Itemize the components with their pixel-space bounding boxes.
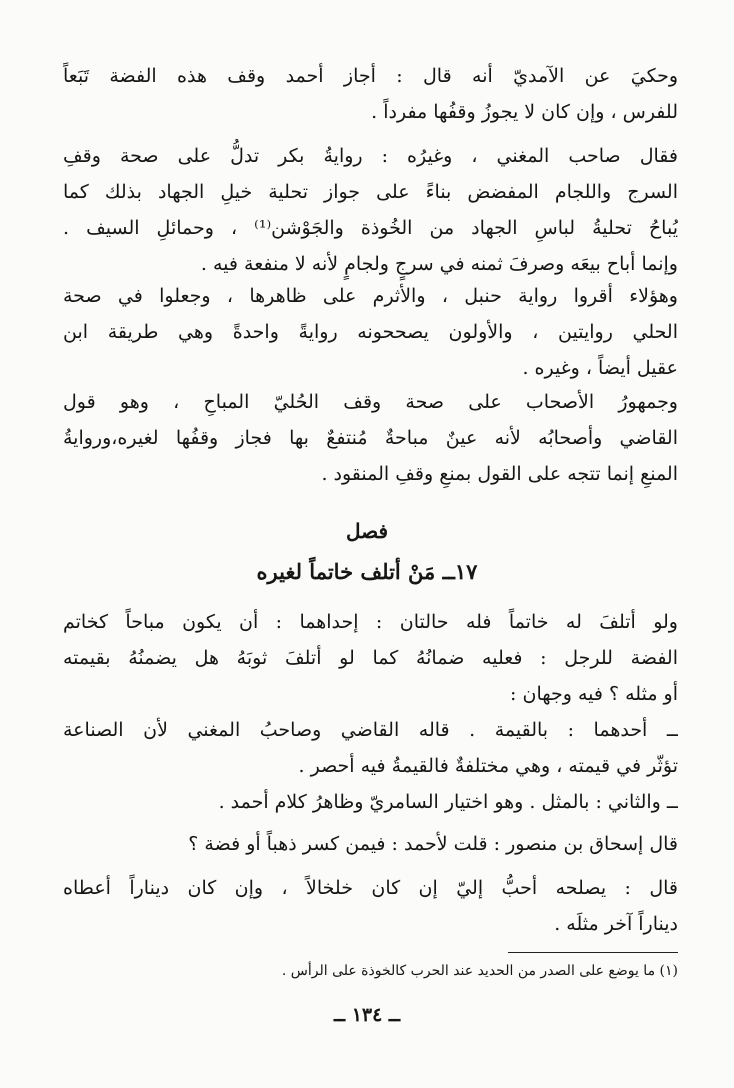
paragraph-7 <box>63 784 678 820</box>
paragraph-9 <box>63 870 678 942</box>
paragraph-6 <box>63 712 678 784</box>
text-line: الحلي روايتين ، والأولون يصححونه روايةً واحدةً وهي طريقة ابن <box>63 321 678 343</box>
text-line: المنعِ إنما تتجه على القول بمنعِ وقفِ المنقود . <box>321 463 678 485</box>
footnote-divider <box>508 952 678 953</box>
text-line: وحكيَ عن الآمديّ أنه قال : أجاز أحمد وقف هذه الفضة تَبَعاً <box>63 65 678 87</box>
text-line: السرج واللجام المفضض بناءً على جواز تحلية خيلِ الجهاد بذلك كما <box>63 181 678 203</box>
text-line: قال : يصلحه أحبُّ إليّ إن كان خلخالاً ، وإن كان ديناراً أعطاه <box>63 877 678 899</box>
text-line: قال إسحاق بن منصور : قلت لأحمد : فيمن كسر ذهباً أو فضة ؟ <box>188 833 678 855</box>
paragraph-3 <box>63 278 678 386</box>
footnote: (١) ما يوضع على الصدر من الحديد عند الحرب كالخوذة على الرأس . <box>281 963 678 979</box>
text-line: القاضي وأصحابُه لأنه عينٌ مباحةٌ مُنتفعٌ بها فجاز وقفُها لغيره،وروايةُ <box>63 427 678 449</box>
text-line: وجمهورُ الأصحاب على صحة وقف الحُليّ المباحِ ، وهو قول <box>63 391 678 413</box>
page-number: ــ ١٣٤ ــ <box>333 1004 401 1026</box>
paragraph-5 <box>63 604 678 712</box>
text-line: عقيل أيضاً ، وغيره . <box>522 357 678 379</box>
text-line: الفضة للرجل : فعليه ضمانُهُ كما لو أتلفَ ثوبَهُ هل يضمنُهُ بقيمته <box>63 647 678 669</box>
text-line: ــ أحدهما : بالقيمة . قاله القاضي وصاحبُ المغني لأن الصناعة <box>63 719 678 741</box>
text-line: ولو أتلفَ له خاتماً فله حالتان : إحداهما : أن يكون مباحاً كخاتم <box>63 611 678 633</box>
text-line: وهؤلاء أقروا رواية حنبل ، والأثرم على ظاهرها ، وجعلوا في صحة <box>63 285 678 307</box>
text-line: يُباحُ تحليةُ لباسِ الجهاد من الخُوذة والجَوْشن⁽¹⁾ ، وحمائلِ السيف . <box>63 217 678 239</box>
paragraph-1 <box>63 58 678 130</box>
section-label: فصل <box>345 519 389 543</box>
paragraph-8 <box>63 826 678 862</box>
text-line: للفرس ، وإن كان لا يجوزُ وقفُها مفرداً . <box>371 101 678 123</box>
text-line: وإنما أباح بيعَه وصرفَ ثمنه في سرجٍ ولجامٍ لأنه لا منفعة فيه . <box>200 253 678 275</box>
paragraph-2 <box>63 138 678 282</box>
text-line: فقال صاحب المغني ، وغيرُه : روايةُ بكر تدلُّ على صحة وقفِ <box>63 145 678 167</box>
paragraph-4 <box>63 384 678 492</box>
text-line: أو مثله ؟ فيه وجهان : <box>510 683 678 705</box>
text-line: تؤثّر في قيمته ، وهي مختلفةٌ فالقيمةُ فيه أحصر . <box>298 755 678 777</box>
text-line: ديناراً آخر مثلَه . <box>554 913 678 935</box>
text-line: ــ والثاني : بالمثل . وهو اختيار السامريّ وظاهرُ كلام أحمد . <box>218 791 678 813</box>
section-title: ١٧ــ مَنْ أتلف خاتماً لغيره <box>256 559 478 584</box>
